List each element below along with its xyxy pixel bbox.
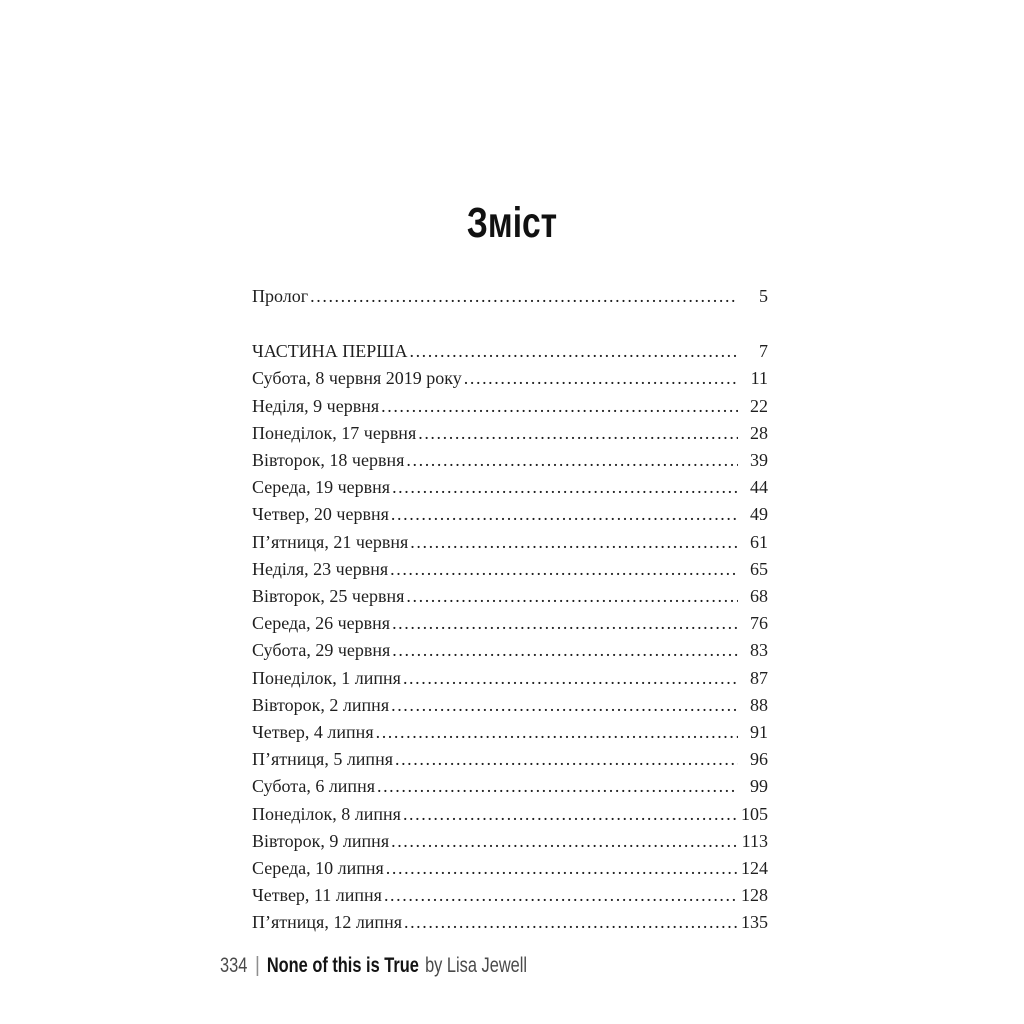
toc-entry-label: ЧАСТИНА ПЕРША: [252, 341, 408, 362]
toc-entry: [252, 828, 768, 855]
toc-entry-label: Вівторок, 9 липня: [252, 830, 390, 851]
toc-entry-label: Середа, 19 червня: [252, 477, 391, 498]
footer-byline: by Lisa Jewell: [425, 954, 528, 977]
toc-entry-label: Понеділок, 8 липня: [252, 803, 401, 824]
toc-entry-label: П’ятниця, 21 червня: [252, 531, 409, 552]
toc-entry: [252, 637, 768, 664]
toc-entry-label: Четвер, 20 червня: [252, 504, 389, 525]
toc-entry-label: Субота, 8 червня 2019 року: [252, 368, 462, 389]
toc-entry: [252, 283, 768, 310]
toc-entry-label: Понеділок, 1 липня: [252, 667, 401, 688]
toc-entry-page-number: 11: [750, 368, 768, 389]
toc-entry-label: Четвер, 4 липня: [252, 722, 374, 743]
toc-entry: [252, 365, 768, 392]
dot-leader: [390, 610, 738, 637]
toc-entry-page-number: 5: [759, 286, 768, 306]
toc-entry: [252, 692, 768, 719]
toc-entry: [252, 529, 768, 556]
dot-leader: [388, 556, 738, 583]
toc-entry-page-number: 61: [750, 531, 768, 552]
dot-leader: [416, 420, 738, 447]
dot-leader: [393, 746, 738, 773]
dot-leader: [384, 855, 737, 882]
toc-entry-page-number: 39: [750, 450, 768, 471]
toc-entry-label: Субота, 6 липня: [252, 776, 375, 797]
toc-entry: [252, 855, 768, 882]
toc-entry-page-number: 49: [750, 504, 768, 525]
toc-entry-page-number: 22: [750, 395, 768, 416]
toc-entry-label: Середа, 10 липня: [252, 858, 384, 879]
dot-leader: [407, 338, 738, 365]
toc-entry-page-number: 135: [741, 912, 768, 933]
toc-entry-page-number: 7: [759, 341, 768, 362]
toc-entry: [252, 583, 768, 610]
toc-entry: [252, 882, 768, 909]
toc-entry-label: Понеділок, 17 червня: [252, 422, 417, 443]
toc-entry-page-number: 99: [750, 776, 768, 797]
toc-entry-label: Вівторок, 18 червня: [252, 450, 405, 471]
toc-entry: [252, 556, 768, 583]
dot-leader: [375, 773, 738, 800]
toc-entry-page-number: 113: [741, 830, 768, 851]
toc-entry: [252, 719, 768, 746]
page-footer: [220, 952, 527, 980]
toc-entry-label: Неділя, 9 червня: [252, 395, 380, 416]
toc-entry: [252, 420, 768, 447]
toc-entry-label: Неділя, 23 червня: [252, 558, 389, 579]
toc-entry-label: Пролог: [252, 286, 309, 306]
toc-entry: [252, 665, 768, 692]
dot-leader: [390, 474, 738, 501]
dot-leader: [389, 828, 738, 855]
dot-leader: [404, 583, 738, 610]
toc-entry-page-number: 65: [750, 558, 768, 579]
dot-leader: [379, 393, 738, 420]
dot-leader: [374, 719, 738, 746]
dot-leader: [404, 447, 738, 474]
dot-leader: [408, 529, 738, 556]
toc-entry-page-number: 44: [750, 477, 768, 498]
footer-book-title: None of this is True: [266, 954, 419, 977]
toc-entry-label: Середа, 26 червня: [252, 613, 391, 634]
toc-entry: [252, 773, 768, 800]
dot-leader: [390, 637, 738, 664]
dot-leader: [402, 909, 737, 936]
toc-entry-page-number: 88: [750, 694, 768, 715]
toc-entry-page-number: 76: [750, 613, 768, 634]
toc-entry-label: П’ятниця, 12 липня: [252, 912, 402, 933]
toc-entry-page-number: 87: [750, 667, 768, 688]
dot-leader: [401, 801, 737, 828]
toc-entry: [252, 909, 768, 936]
toc-list: [252, 283, 768, 937]
toc-entry: [252, 746, 768, 773]
toc-entry-page-number: 68: [750, 586, 768, 607]
footer-divider: [257, 956, 259, 976]
toc-entry-label: Четвер, 11 липня: [252, 885, 382, 906]
toc-entry-label: Вівторок, 25 червня: [252, 586, 405, 607]
toc-entry-label: П’ятниця, 5 липня: [252, 749, 393, 770]
page-title: Зміст: [466, 198, 558, 247]
toc-entry: [252, 474, 768, 501]
toc-entry: [252, 447, 768, 474]
dot-leader: [308, 283, 738, 310]
dot-leader: [389, 692, 738, 719]
toc-entry-page-number: 128: [741, 885, 768, 906]
toc-entry-page-number: 91: [750, 722, 768, 743]
toc-entry: [252, 338, 768, 365]
toc-entry-label: Вівторок, 2 липня: [252, 694, 390, 715]
toc-entry-page-number: 83: [750, 640, 768, 661]
toc-entry: [252, 801, 768, 828]
toc-entry: [252, 610, 768, 637]
toc-entry-page-number: 124: [741, 858, 768, 879]
dot-leader: [401, 665, 738, 692]
toc-entry-label: Субота, 29 червня: [252, 640, 391, 661]
toc-entry-page-number: 96: [750, 749, 768, 770]
dot-leader: [382, 882, 737, 909]
dot-leader: [462, 365, 738, 392]
dot-leader: [389, 501, 738, 528]
toc-entry-page-number: 105: [741, 803, 768, 824]
toc-entry: [252, 393, 768, 420]
footer-page-number: 334: [220, 954, 248, 977]
toc-entry: [252, 501, 768, 528]
toc-entry-page-number: 28: [750, 422, 768, 443]
